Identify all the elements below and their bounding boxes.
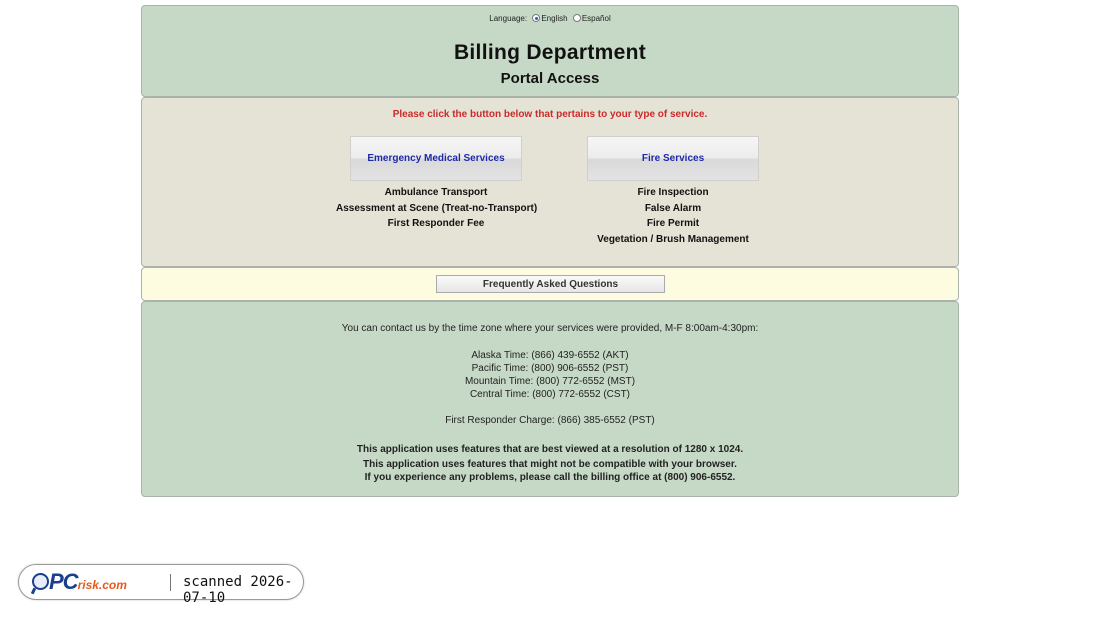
- note-resolution: This application uses features that are best viewed at a resolution of 1280 x 1024.: [356, 444, 744, 455]
- ems-button[interactable]: Emergency Medical Services: [350, 136, 522, 181]
- phone-alaska: Alaska Time: (866) 439-6552 (AKT): [471, 350, 629, 361]
- phone-mountain: Mountain Time: (800) 772-6552 (MST): [464, 376, 636, 387]
- fire-services-button[interactable]: Fire Services: [587, 136, 759, 181]
- badge-divider: [170, 574, 171, 591]
- list-item: Ambulance Transport: [384, 187, 488, 198]
- services-panel: [141, 97, 959, 267]
- logo-risk-text: risk.com: [77, 578, 127, 592]
- page-container: [141, 5, 959, 497]
- pcrisk-scan-badge: [18, 564, 304, 606]
- fire-column: [573, 136, 773, 247]
- language-selector: [142, 14, 958, 23]
- phone-first-responder: First Responder Charge: (866) 385-6552 (PST): [445, 415, 655, 426]
- list-item: Fire Permit: [646, 218, 700, 229]
- contact-intro: You can contact us by the time zone where your services were provided, M-F 8:00am-4:30pm:: [341, 323, 759, 334]
- language-radio-english[interactable]: [532, 14, 540, 22]
- ems-column: [336, 136, 536, 232]
- list-item: False Alarm: [644, 202, 702, 214]
- fire-service-list: [573, 185, 773, 247]
- note-compatibility: This application uses features that might not be compatible with your browser.: [363, 459, 737, 470]
- language-label: Language:: [489, 14, 528, 23]
- faq-button[interactable]: Frequently Asked Questions: [436, 275, 665, 293]
- header-panel: [141, 5, 959, 97]
- phone-central: Central Time: (800) 772-6552 (CST): [469, 389, 631, 400]
- page-subtitle: Portal Access: [500, 70, 600, 87]
- list-item: Vegetation / Brush Management: [597, 233, 749, 245]
- service-instruction: Please click the button below that pertains to your type of service.: [392, 109, 708, 120]
- faq-panel: [141, 267, 959, 301]
- ems-service-list: [336, 185, 536, 232]
- page-title: Billing Department: [453, 41, 647, 64]
- language-radio-spanish[interactable]: [573, 14, 581, 22]
- language-option-spanish[interactable]: Español: [581, 14, 611, 23]
- phone-pacific: Pacific Time: (800) 906-6552 (PST): [471, 363, 629, 374]
- list-item: First Responder Fee: [387, 218, 485, 229]
- note-support: If you experience any problems, please call the billing office at (800) 906-6552.: [364, 472, 736, 483]
- logo-pc-text: PC: [49, 569, 78, 594]
- scan-date-text: scanned 2026-07-10: [183, 574, 293, 606]
- contact-panel: [141, 301, 959, 497]
- list-item: Assessment at Scene (Treat-no-Transport): [336, 202, 538, 214]
- magnifier-handle-icon: [31, 588, 36, 595]
- language-option-english[interactable]: English: [541, 14, 568, 23]
- list-item: Fire Inspection: [637, 187, 709, 198]
- pcrisk-logo: [49, 569, 127, 595]
